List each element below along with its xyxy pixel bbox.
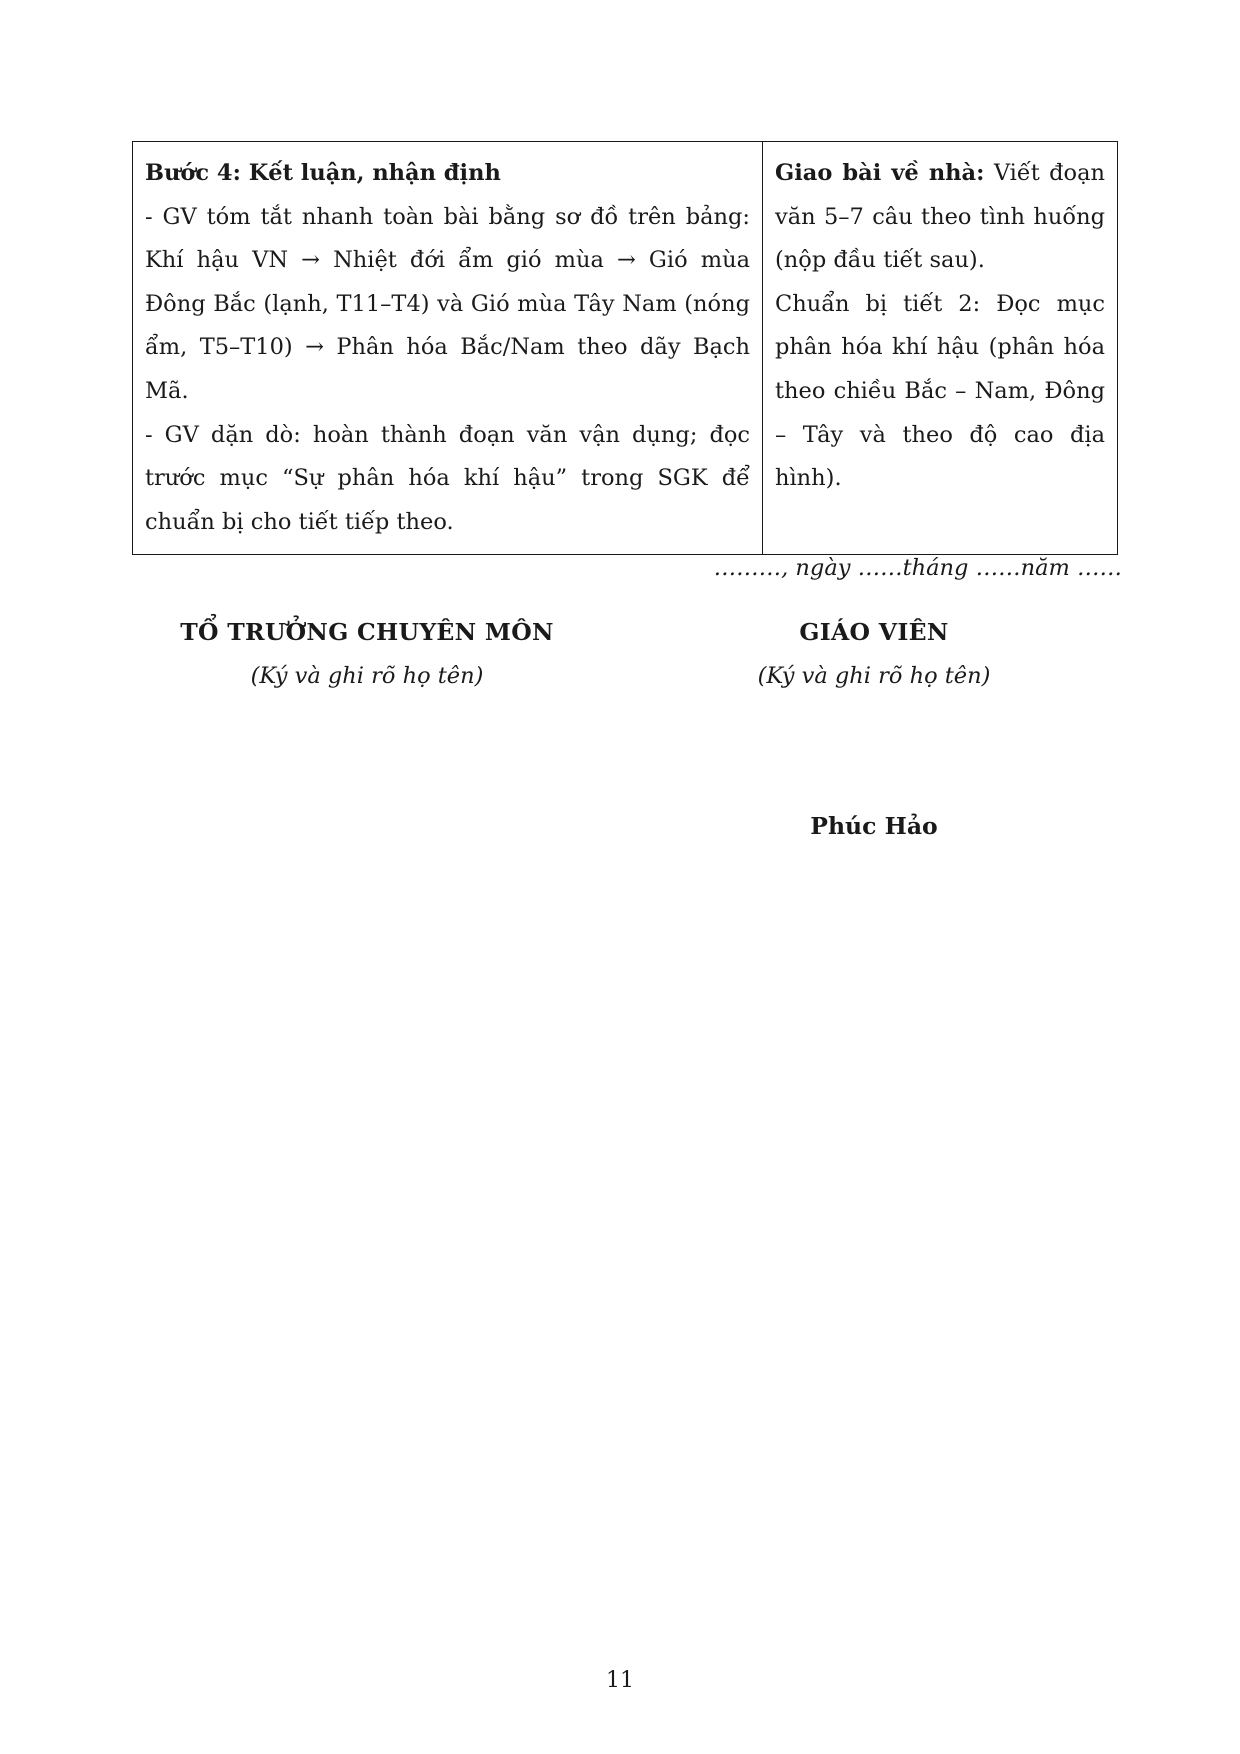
page-number: 11	[606, 1668, 634, 1693]
signature-title: TỔ TRƯỞNG CHUYÊN MÔN	[180, 618, 554, 646]
homework-cell	[763, 142, 1118, 555]
activity-cell	[133, 142, 763, 555]
signature-note: (Ký và ghi rõ họ tên)	[757, 663, 991, 689]
homework-paragraph	[775, 152, 1105, 283]
signature-block-head	[170, 612, 564, 696]
summary-text: - GV tóm tắt nhanh toàn bài bằng sơ đồ trên bảng: Khí hậu VN → Nhiệt đới ẩm gió mùa → Gió mùa Đông Bắc (lạnh, T11–T4) và Gió mùa Tây Nam (nóng ẩm, T5–T10) → Phân hóa Bắc/Nam theo dãy Bạch Mã.	[145, 203, 750, 404]
step-heading: Bước 4: Kết luận, nhận định	[145, 160, 501, 186]
signature-note: (Ký và ghi rõ họ tên)	[250, 663, 484, 689]
signature-block-teacher	[724, 612, 1024, 846]
reminder-text: - GV dặn dò: hoàn thành đoạn văn vận dụng; đọc trước mục “Sự phân hóa khí hậu” trong SGK để chuẩn bị cho tiết tiếp theo.	[145, 421, 750, 535]
homework-text: Viết đoạn văn 5–7 câu theo tình huống (nộp đầu tiết sau).	[775, 160, 1105, 274]
table-row	[133, 142, 1118, 555]
signature-title: GIÁO VIÊN	[799, 618, 949, 646]
lesson-plan-table	[132, 141, 1118, 555]
prep-text: Chuẩn bị tiết 2: Đọc mục phân hóa khí hậu (phân hóa theo chiều Bắc – Nam, Đông – Tây và theo độ cao địa hình).	[775, 290, 1105, 492]
teacher-name: Phúc Hảo	[810, 812, 938, 840]
date-line: ………, ngày ……tháng ……năm ……	[713, 555, 1122, 581]
homework-label: Giao bài về nhà:	[775, 160, 985, 186]
